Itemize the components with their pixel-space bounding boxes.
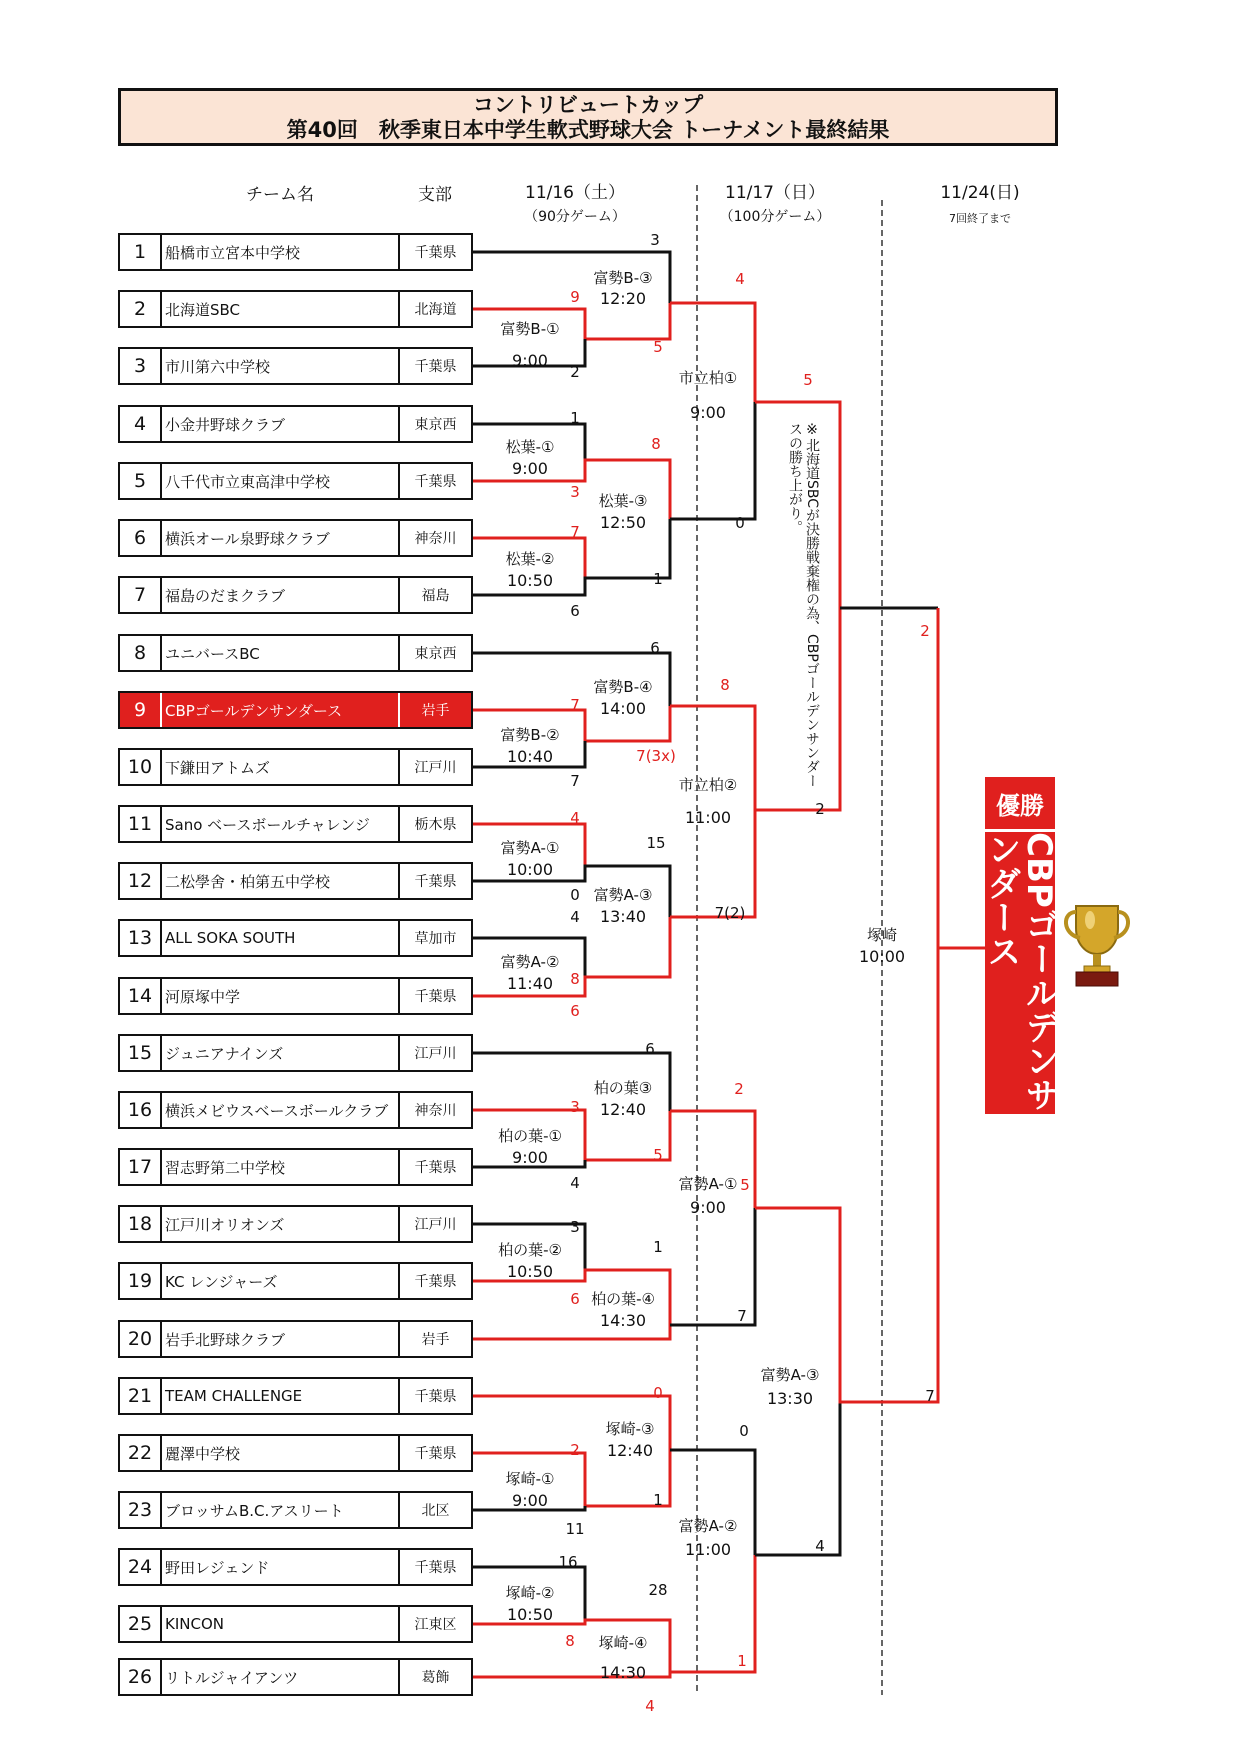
score-label: 3: [570, 1098, 580, 1116]
team-name: ブロッサムB.C.アスリート: [162, 1493, 400, 1527]
game-time: 14:30: [599, 1663, 647, 1682]
champion-label: 優勝: [985, 777, 1055, 829]
team-name: 二松學舍・柏第五中学校: [162, 864, 400, 898]
game-time: 9:00: [512, 1148, 548, 1167]
team-name: 八千代市立東高津中学校: [162, 464, 400, 498]
team-name: TEAM CHALLENGE: [162, 1379, 400, 1413]
score-label: 3: [570, 1218, 580, 1236]
score-label: 2: [734, 1080, 744, 1098]
game-time: 9:00: [512, 351, 548, 370]
bracket-line: [755, 1402, 840, 1555]
score-label: 0: [739, 1422, 749, 1440]
game-venue: 松葉-①: [505, 438, 555, 456]
team-name: CBPゴールデンサンダース: [162, 693, 400, 727]
team-branch: 千葉県: [414, 1274, 457, 1290]
team-number: 14: [120, 979, 162, 1013]
game-venue: 塚崎-①: [505, 1470, 555, 1488]
team-branch: 東京西: [414, 417, 457, 433]
score-label: 1: [570, 409, 580, 427]
score-label: 6: [570, 602, 580, 620]
game-time: 9:00: [512, 1491, 548, 1510]
score-label: 2: [570, 1441, 580, 1459]
game-venue: 富勢B-①: [500, 320, 560, 338]
score-label: 3: [650, 231, 660, 249]
team-number: 11: [120, 807, 162, 841]
team-number: 18: [120, 1207, 162, 1241]
team-branch: 千葉県: [414, 1389, 457, 1405]
team-name: リトルジャイアンツ: [162, 1660, 400, 1694]
game-time: 12:40: [606, 1441, 654, 1460]
game-time: 10:00: [506, 860, 554, 879]
game-time: 14:30: [599, 1311, 647, 1330]
team-name: KC レンジャーズ: [162, 1264, 400, 1298]
team-name: 横浜メビウスベースボールクラブ: [162, 1093, 400, 1127]
game-venue: 富勢A-②: [500, 953, 560, 971]
game-time: 10:00: [858, 947, 906, 966]
game-venue: 富勢A-①: [678, 1175, 738, 1193]
team-branch: 千葉県: [414, 874, 457, 890]
team-name: ALL SOKA SOUTH: [162, 921, 400, 955]
game-time: 11:00: [684, 808, 732, 827]
score-label: 5: [653, 338, 663, 356]
score-label: 6: [645, 1040, 655, 1058]
team-name: ジュニアナインズ: [162, 1036, 400, 1070]
score-label: 4: [645, 1697, 655, 1715]
score-label: 2: [815, 800, 825, 818]
game-time: 9:00: [690, 403, 726, 422]
game-time: 10:50: [506, 571, 554, 590]
team-number: 23: [120, 1493, 162, 1527]
score-label: 6: [570, 1002, 580, 1020]
game-time: 9:00: [690, 1198, 726, 1217]
team-branch: 岩手: [421, 1332, 450, 1348]
game-venue: 柏の葉-②: [498, 1241, 562, 1259]
score-label: 1: [653, 570, 663, 588]
team-name: 北海道SBC: [162, 292, 400, 326]
game-venue: 柏の葉③: [593, 1079, 653, 1097]
score-label: 2: [570, 363, 580, 381]
team-number: 2: [120, 292, 162, 326]
score-label: 1: [653, 1238, 663, 1256]
game-venue: 市立柏②: [678, 776, 738, 794]
score-label: 11: [565, 1520, 585, 1538]
score-label: 7(3x): [636, 747, 676, 765]
team-branch: 東京西: [414, 646, 457, 662]
score-label: 0: [570, 886, 580, 904]
team-number: 17: [120, 1150, 162, 1184]
team-number: 1: [120, 235, 162, 269]
team-name: 下鎌田アトムズ: [162, 750, 400, 784]
bracket-line: [670, 303, 755, 402]
score-label: 28: [648, 1581, 668, 1599]
team-branch: 草加市: [414, 931, 457, 947]
team-number: 4: [120, 407, 162, 441]
team-branch: 北区: [421, 1503, 450, 1519]
branch-column-header: 支部: [418, 185, 452, 205]
game-venue: 松葉-②: [505, 550, 555, 568]
team-number: 10: [120, 750, 162, 784]
team-branch: 江東区: [414, 1617, 457, 1633]
team-branch: 栃木県: [414, 817, 457, 833]
day1-note: （90分ゲーム）: [524, 209, 626, 225]
title-line2: 第40回 秋季東日本中学生軟式野球大会 トーナメント最終結果: [286, 118, 890, 142]
game-time: 9:00: [512, 459, 548, 478]
score-label: 8: [651, 435, 661, 453]
score-label: 8: [720, 676, 730, 694]
team-number: 21: [120, 1379, 162, 1413]
team-number: 7: [120, 578, 162, 612]
trophy-icon: [1058, 900, 1136, 992]
score-label: 8: [570, 970, 580, 988]
team-number: 12: [120, 864, 162, 898]
score-label: 2: [920, 622, 930, 640]
score-label: 1: [737, 1652, 747, 1670]
team-branch: 千葉県: [414, 474, 457, 490]
score-label: 7: [570, 523, 580, 541]
game-time: 11:00: [684, 1540, 732, 1559]
score-label: 7: [925, 1387, 935, 1405]
day2-header: 11/17（日）: [725, 183, 825, 203]
game-venue: 塚崎: [866, 926, 898, 944]
forfeit-note: ※北海道SBCが決勝戦棄権の為、CBPゴールデンサンダースの勝ち上がり。: [787, 422, 820, 788]
team-number: 5: [120, 464, 162, 498]
team-branch: 福島: [421, 588, 450, 604]
champion-name: CBPゴールデンサンダース: [985, 832, 1055, 1114]
game-time: 10:50: [506, 1262, 554, 1281]
score-label: 15: [646, 834, 666, 852]
team-branch: 江戸川: [414, 1217, 457, 1233]
team-name: 野田レジェンド: [162, 1550, 400, 1584]
team-name: 福島のだまクラブ: [162, 578, 400, 612]
day3-header: 11/24(日): [940, 183, 1020, 203]
team-branch: 千葉県: [414, 359, 457, 375]
score-label: 7(2): [714, 904, 746, 922]
game-venue: 富勢A-③: [593, 886, 653, 904]
team-number: 19: [120, 1264, 162, 1298]
team-number: 20: [120, 1322, 162, 1356]
team-name: 小金井野球クラブ: [162, 407, 400, 441]
game-time: 10:40: [506, 747, 554, 766]
bracket-line: [840, 948, 938, 1402]
game-venue: 柏の葉-①: [498, 1127, 562, 1145]
team-number: 26: [120, 1660, 162, 1694]
team-branch: 江戸川: [414, 760, 457, 776]
game-venue: 松葉-③: [598, 492, 648, 510]
day2-note: （100分ゲーム）: [719, 209, 831, 225]
team-number: 3: [120, 349, 162, 383]
game-time: 12:50: [599, 513, 647, 532]
game-time: 11:40: [506, 974, 554, 993]
score-label: 7: [570, 696, 580, 714]
team-name: 市川第六中学校: [162, 349, 400, 383]
team-branch: 神奈川: [414, 531, 457, 547]
team-name: 江戸川オリオンズ: [162, 1207, 400, 1241]
score-label: 0: [653, 1384, 663, 1402]
team-branch: 江戸川: [414, 1046, 457, 1062]
score-label: 1: [653, 1491, 663, 1509]
team-name: 船橋市立宮本中学校: [162, 235, 400, 269]
team-branch: 神奈川: [414, 1103, 457, 1119]
team-branch: 千葉県: [414, 245, 457, 261]
score-label: 4: [570, 908, 580, 926]
score-label: 9: [570, 288, 580, 306]
score-label: 4: [735, 270, 745, 288]
day1-header: 11/16（土）: [525, 183, 625, 203]
game-venue: 柏の葉-④: [591, 1290, 655, 1308]
team-branch: 北海道: [414, 302, 457, 318]
score-label: 5: [740, 1176, 750, 1194]
team-number: 22: [120, 1436, 162, 1470]
team-number: 9: [120, 693, 162, 727]
score-label: 4: [815, 1537, 825, 1555]
team-branch: 千葉県: [414, 1446, 457, 1462]
game-venue: 市立柏①: [678, 369, 738, 387]
game-time: 10:50: [506, 1605, 554, 1624]
score-label: 7: [737, 1307, 747, 1325]
score-label: 16: [558, 1553, 578, 1571]
day3-note: 7回終了まで: [949, 212, 1011, 225]
score-label: 4: [570, 1174, 580, 1192]
game-time: 13:40: [599, 907, 647, 926]
bracket-line: [938, 608, 985, 948]
team-number: 25: [120, 1607, 162, 1641]
team-branch: 岩手: [421, 703, 450, 719]
score-label: 7: [570, 772, 580, 790]
game-time: 13:30: [766, 1389, 814, 1408]
team-number: 6: [120, 521, 162, 555]
game-venue: 富勢A-③: [760, 1366, 820, 1384]
score-label: 4: [570, 809, 580, 827]
score-label: 5: [653, 1146, 663, 1164]
game-venue: 富勢A-②: [678, 1517, 738, 1535]
score-label: 8: [565, 1632, 575, 1650]
team-name: Sano ベースボールチャレンジ: [162, 807, 400, 841]
game-time: 14:00: [599, 699, 647, 718]
bracket-line: [670, 706, 755, 810]
score-label: 0: [735, 514, 745, 532]
team-number: 13: [120, 921, 162, 955]
team-column-header: チーム名: [246, 185, 314, 205]
game-venue: 富勢B-③: [593, 269, 653, 287]
game-venue: 富勢B-②: [500, 726, 560, 744]
team-name: ユニバースBC: [162, 636, 400, 670]
title-line1: コントリビュートカップ: [472, 93, 704, 117]
score-label: 3: [570, 483, 580, 501]
team-branch: 葛飾: [421, 1670, 450, 1686]
score-label: 5: [803, 371, 813, 389]
team-number: 15: [120, 1036, 162, 1070]
score-label: 6: [570, 1290, 580, 1308]
team-number: 8: [120, 636, 162, 670]
game-time: 12:20: [599, 289, 647, 308]
team-number: 24: [120, 1550, 162, 1584]
team-number: 16: [120, 1093, 162, 1127]
team-branch: 千葉県: [414, 1560, 457, 1576]
team-name: 岩手北野球クラブ: [162, 1322, 400, 1356]
game-venue: 塚崎-④: [598, 1634, 648, 1652]
team-name: KINCON: [162, 1607, 400, 1641]
team-branch: 千葉県: [414, 1160, 457, 1176]
game-venue: 塚崎-③: [605, 1420, 655, 1438]
game-time: 12:40: [599, 1100, 647, 1119]
team-name: 習志野第二中学校: [162, 1150, 400, 1184]
game-venue: 富勢A-①: [500, 839, 560, 857]
game-venue: 富勢B-④: [593, 678, 653, 696]
team-name: 麗澤中学校: [162, 1436, 400, 1470]
team-name: 河原塚中学: [162, 979, 400, 1013]
score-label: 6: [650, 639, 660, 657]
team-branch: 千葉県: [414, 989, 457, 1005]
game-venue: 塚崎-②: [505, 1584, 555, 1602]
team-name: 横浜オール泉野球クラブ: [162, 521, 400, 555]
